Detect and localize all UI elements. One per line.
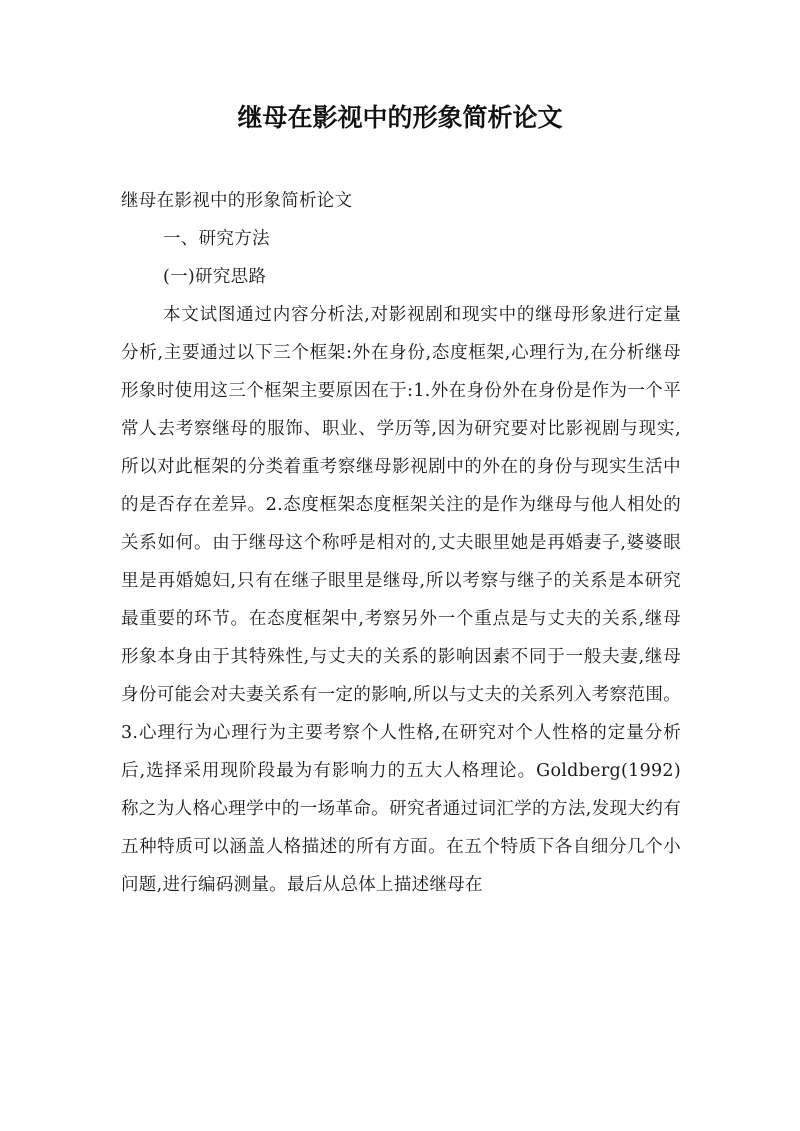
heading-research-method: 一、研究方法 (163, 229, 270, 249)
paragraph-body: 本文试图通过内容分析法,对影视剧和现实中的继母形象进行定量分析,主要通过以下三个框架:外在身份,态度框架,心理行为,在分析继母形象时使用这三个框架主要原因在于:1.外在身份外在身份是作为一个平常人去考察继母的服饰、职业、学历等,因为研究要对比影视剧与现实,所以对此框架的分类着重考察继母影视剧中的外在的身份与现实生活中的是否存在差异。2.态度框架态度框架关注的是作为继母与他人相处的关系如何。由于继母这个称呼是相对的,丈夫眼里她是再婚妻子,婆婆眼里是再婚媳妇,只有在继子眼里是继母,所以考察与继子的关系是本研究最重要的环节。在态度框架中,考察另外一个重点是与丈夫的关系,继母形象本身由于其特殊性,与丈夫的关系的影响因素不同于一般夫妻,继母身份可能会对夫妻关系有一定的影响,所以与丈夫的关系列入考察范围。3.心理行为心理行为主要考察个人性格,在研究对个人性格的定量分析后,选择采用现阶段最为有影响力的五大人格理论。Goldberg(1992)称之为人格心理学中的一场革命。研究者通过词汇学的方法,发现大约有五种特质可以涵盖人格描述的所有方面。在五个特质下各自细分几个小问题,进行编码测量。最后从总体上描述继母在 (121, 305, 681, 895)
document-title: 继母在影视中的形象简析论文 (237, 103, 563, 132)
heading-research-approach: (一)研究思路 (163, 267, 267, 287)
paragraph-subtitle: 继母在影视中的形象简析论文 (121, 191, 353, 211)
document-body (121, 182, 681, 904)
